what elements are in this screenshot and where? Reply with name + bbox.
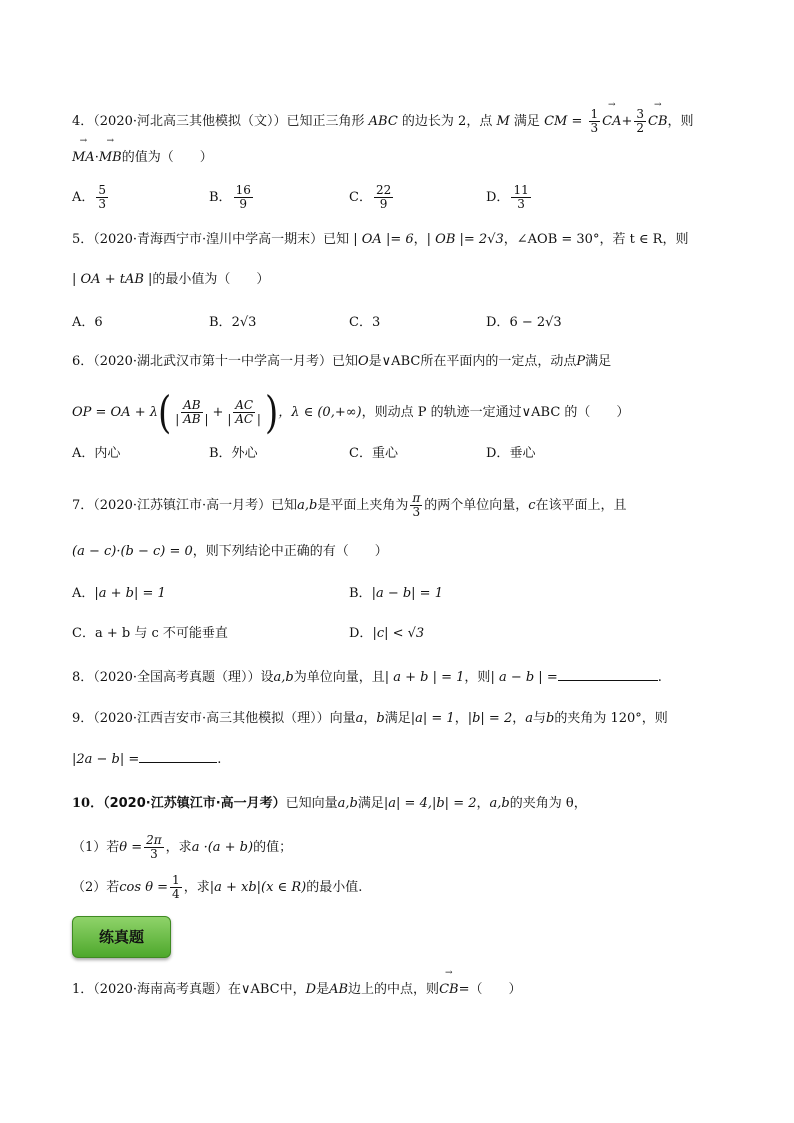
q7-option-b: B．|a − b| = 1: [349, 586, 443, 601]
q10-condition: |a| = 4,|b| = 2: [383, 796, 477, 811]
q4-option-b: B． $\frac{16}{9}$: [209, 183, 251, 211]
q5-source: 5．（2020·青海西宁市·湟川中学高一期末）已知: [72, 232, 350, 247]
q6-option-b: B．外心: [209, 446, 258, 461]
q8-condition: | a + b | = 1: [384, 670, 465, 685]
q6-equation-lhs: OP = OA + λ: [72, 405, 159, 420]
q5-option-b: B．2√3: [209, 315, 257, 330]
q9-condition-b: |b| = 2: [467, 711, 513, 726]
q10-part1-expression: a ·(a + b): [191, 840, 254, 855]
q9-question: |2a − b| =: [72, 752, 140, 767]
q8-answer-blank[interactable]: [558, 668, 658, 681]
q9-source: 9．（2020·江西吉安市·高三其他模拟（理））向量: [72, 711, 356, 726]
real-q1-stem: 1．（2020·海南高考真题）在∨ABC中，D是AB边上的中点，则→ CB=（ ）: [72, 980, 521, 1000]
q4-vector-ma: → MA: [72, 148, 95, 168]
q6-term-ab: $\frac{AB}{| AB |}$: [175, 398, 209, 426]
q4-vector-mb: → MB: [99, 148, 122, 168]
q4-stem: 4．（2020·河北高三其他模拟（文））已知正三角形 ABC 的边长为 2，点 M 满足 CM = $\frac{1}{3}$ → CA+ $\frac{3}{2}$ → CB，则: [72, 108, 694, 135]
q5-stem: 5．（2020·青海西宁市·湟川中学高一期末）已知 | OA |= 6，| OB |= 2√3，∠AOB = 30°，若 t ∈ R，则: [72, 232, 689, 247]
q6-option-d: D．垂心: [486, 446, 536, 461]
q7-condition: (a − c)·(b − c) = 0: [72, 544, 193, 559]
q7-option-a: A．|a + b| = 1: [72, 586, 166, 601]
q7-stem-line2: (a − c)·(b − c) = 0，则下列结论中正确的有（ ）: [72, 544, 388, 559]
q9-stem-line2: |2a − b| = .: [72, 752, 222, 767]
q6-option-a: A．内心: [72, 446, 121, 461]
q10-stem: 10．（2020·江苏镇江市·高一月考）已知向量a,b满足|a| = 4,|b| = 2，a,b的夹角为 θ，: [72, 796, 587, 811]
q7-option-d: D．|c| < √3: [349, 626, 425, 641]
q9-condition-a: |a| = 1: [410, 711, 455, 726]
q7-angle-fraction: $\frac{\pi}{3}$: [412, 491, 421, 519]
q10-part2-expression: |a + xb|(x ∈ R): [209, 880, 307, 895]
real-q1-source: 1．（2020·海南高考真题）在∨ABC中，: [72, 982, 306, 997]
q9-stem: 9．（2020·江西吉安市·高三其他模拟（理））向量a，b满足|a| = 1，|b| = 2，a与b的夹角为 120°，则: [72, 711, 668, 726]
q6-option-c: C．重心: [349, 446, 398, 461]
q4-vector-ca: → CA: [602, 112, 621, 132]
q4-option-a: A． $\frac{5}{3}$: [72, 183, 107, 211]
q4-source: 4．（2020·河北高三其他模拟（文））已知正三角形: [72, 114, 365, 129]
q7-stem: 7．（2020·江苏镇江市·高一月考）已知a,b是平面上夹角为 $\frac{\pi}{3}$ 的两个单位向量，c在该平面上，且: [72, 491, 627, 519]
q4-vector-cm: CM =: [544, 114, 587, 129]
q6-equation: OP = OA + λ( $\frac{AB}{| AB |}$ + $\frac{AC}{| AC |}$ )，λ ∈ (0,+∞)，则动点 P 的轨迹一定通过∨ABC 的（ ）: [72, 386, 630, 439]
q10-part1: （1）若θ = $\frac{2\pi}{3}$ ，求a ·(a + b)的值；: [72, 833, 293, 861]
q4-stem-line2: → MA·→ MB的值为（ ）: [72, 148, 213, 168]
q6-stem: 6．（2020·湖北武汉市第十一中学高一月考）已知O是∨ABC所在平面内的一定点，动点P满足: [72, 354, 612, 369]
q8-question: | a − b | =: [490, 670, 558, 685]
q6-term-ac: $\frac{AC}{| AC |}$: [227, 398, 261, 426]
q10-number: 10: [72, 796, 91, 811]
q4-vector-cb: → CB: [648, 112, 668, 132]
q5-condition-oa: | OA |= 6: [353, 232, 414, 247]
q5-option-c: C．3: [349, 315, 381, 330]
real-q1-vector-cb: → CB: [439, 980, 459, 1000]
q4-fraction-1: $\frac{1}{3}$: [590, 107, 599, 135]
q9-answer-blank[interactable]: [139, 750, 217, 763]
q7-source: 7．（2020·江苏镇江市·高一月考）已知: [72, 498, 298, 513]
q4-option-c: C． $\frac{22}{9}$: [349, 183, 392, 211]
q10-source: ．（2020·江苏镇江市·高一月考）: [90, 796, 286, 811]
q10-part2: （2）若cos θ = $\frac{1}{4}$ ，求|a + xb|(x ∈ R)的最小值.: [72, 873, 363, 901]
q4-option-d: D． $\frac{11}{3}$: [486, 183, 529, 211]
q7-option-c: C．a + b 与 c 不可能垂直: [72, 626, 228, 641]
q5-stem-line2: | OA + tAB |的最小值为（ ）: [72, 272, 270, 287]
q5-condition-ob: | OB |= 2√3: [426, 232, 504, 247]
q8-source: 8．（2020·全国高考真题（理））设: [72, 670, 274, 685]
q5-expression: | OA + tAB |: [72, 272, 153, 287]
q6-source: 6．（2020·湖北武汉市第十一中学高一月考）已知: [72, 354, 358, 369]
q8-stem: 8．（2020·全国高考真题（理））设a,b为单位向量，且| a + b | = 1，则| a − b | = .: [72, 670, 662, 685]
section-badge-practice: 练真题: [72, 916, 171, 958]
q4-fraction-2: $\frac{3}{2}$: [636, 107, 645, 135]
q5-option-d: D．6 − 2√3: [486, 315, 562, 330]
q5-option-a: A．6: [72, 315, 103, 330]
